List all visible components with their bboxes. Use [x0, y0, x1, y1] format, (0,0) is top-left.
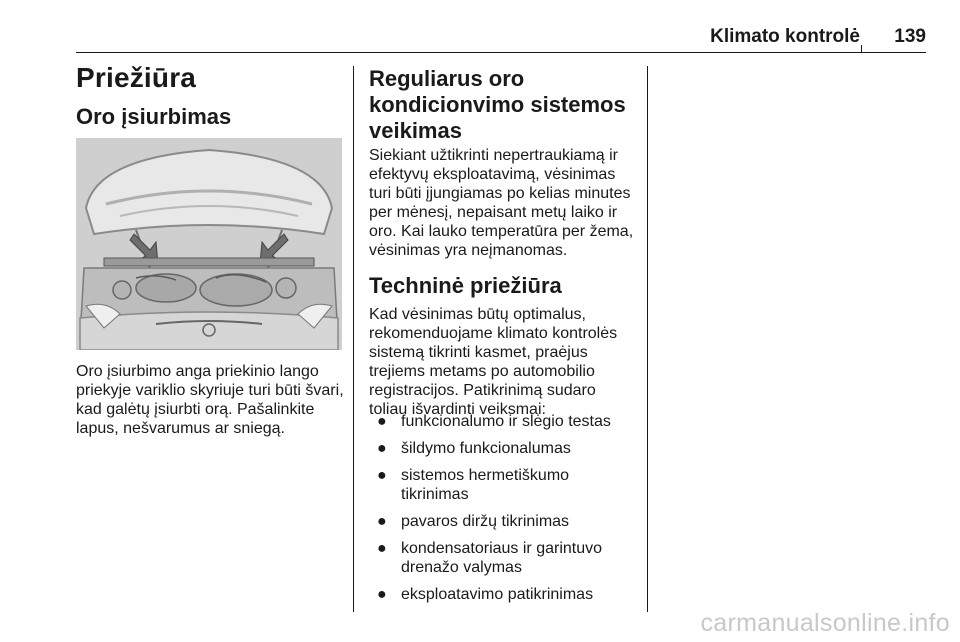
list-item-line: tikrinimas [401, 486, 469, 503]
bullet-icon: ● [377, 540, 387, 557]
intake-paragraph [76, 362, 351, 438]
list-item [369, 585, 644, 604]
list-item-line: eksploatavimo patikrinimas [401, 586, 594, 603]
list-item-line: drenažo valymas [401, 559, 522, 576]
list-item-line: sistemos hermetiškumo [401, 467, 570, 484]
text-line: per mėnesį, nepaisant metų laiko ir [369, 204, 618, 221]
text-line: registracijos. Patikrinimą sudaro [369, 382, 596, 399]
column-divider [647, 66, 648, 612]
maintenance-checklist [369, 412, 644, 612]
ac-operation-heading [369, 66, 644, 144]
text-line: Siekiant užtikrinti nepertraukiamą ir [369, 147, 618, 164]
page-number: 139 [894, 26, 926, 47]
text-line: efektyvų eksploatavimą, vėsinimas [369, 166, 616, 183]
text-line: oro. Kai lauko temperatūra per žema, [369, 223, 634, 240]
text-line: lapus, nešvarumus ar sniegą. [76, 420, 285, 437]
bullet-icon: ● [377, 440, 387, 457]
header-rule-tick [861, 45, 862, 53]
bullet-icon: ● [377, 467, 387, 484]
list-item [369, 439, 644, 458]
bullet-icon: ● [377, 513, 387, 530]
heading-line: Reguliarus oro [369, 66, 525, 91]
column-divider [353, 66, 354, 612]
ac-operation-paragraph [369, 146, 644, 260]
subsection-title: Oro įsiurbimas [76, 104, 232, 129]
engine-bay-illustration [76, 138, 342, 350]
watermark: carmanualsonline.info [700, 609, 950, 637]
list-item-line: pavaros diržų tikrinimas [401, 513, 570, 530]
text-line: kad galėtų įsiurbti orą. Pašalinkite [76, 401, 315, 418]
maintenance-paragraph [369, 305, 644, 419]
text-line: toliau išvardinti veiksmai: [369, 401, 546, 418]
list-item [369, 512, 644, 531]
list-item [369, 466, 644, 504]
text-line: rekomenduojame klimato kontrolės [369, 325, 618, 342]
heading-line: veikimas [369, 118, 462, 143]
list-item-line: kondensatoriaus ir garintuvo [401, 540, 603, 557]
text-line: Oro įsiurbimo anga priekinio lango [76, 363, 319, 380]
heading-line: kondicionvimo sistemos [369, 92, 626, 117]
text-line: Kad vėsinimas būtų optimalus, [369, 306, 586, 323]
text-line: sistemą tikrinti kasmet, praėjus [369, 344, 588, 361]
text-line: priekyje variklio skyriuje turi būti švari, [76, 382, 344, 399]
section-title: Priežiūra [76, 62, 197, 93]
list-item-line: funkcionalumo ir slėgio testas [401, 413, 611, 430]
text-line: trejiems metams po automobilio [369, 363, 595, 380]
text-line: vėsinimas yra neįmanomas. [369, 242, 568, 259]
maintenance-heading: Techninė priežiūra [369, 273, 562, 298]
list-item-line: šildymo funkcionalumas [401, 440, 571, 457]
bullet-icon: ● [377, 586, 387, 603]
chapter-title: Klimato kontrolė [710, 26, 860, 47]
list-item [369, 539, 644, 577]
list-item [369, 412, 644, 431]
header-rule [76, 52, 926, 53]
bullet-icon: ● [377, 413, 387, 430]
text-line: turi būti įjungiamas po kelias minutes [369, 185, 631, 202]
